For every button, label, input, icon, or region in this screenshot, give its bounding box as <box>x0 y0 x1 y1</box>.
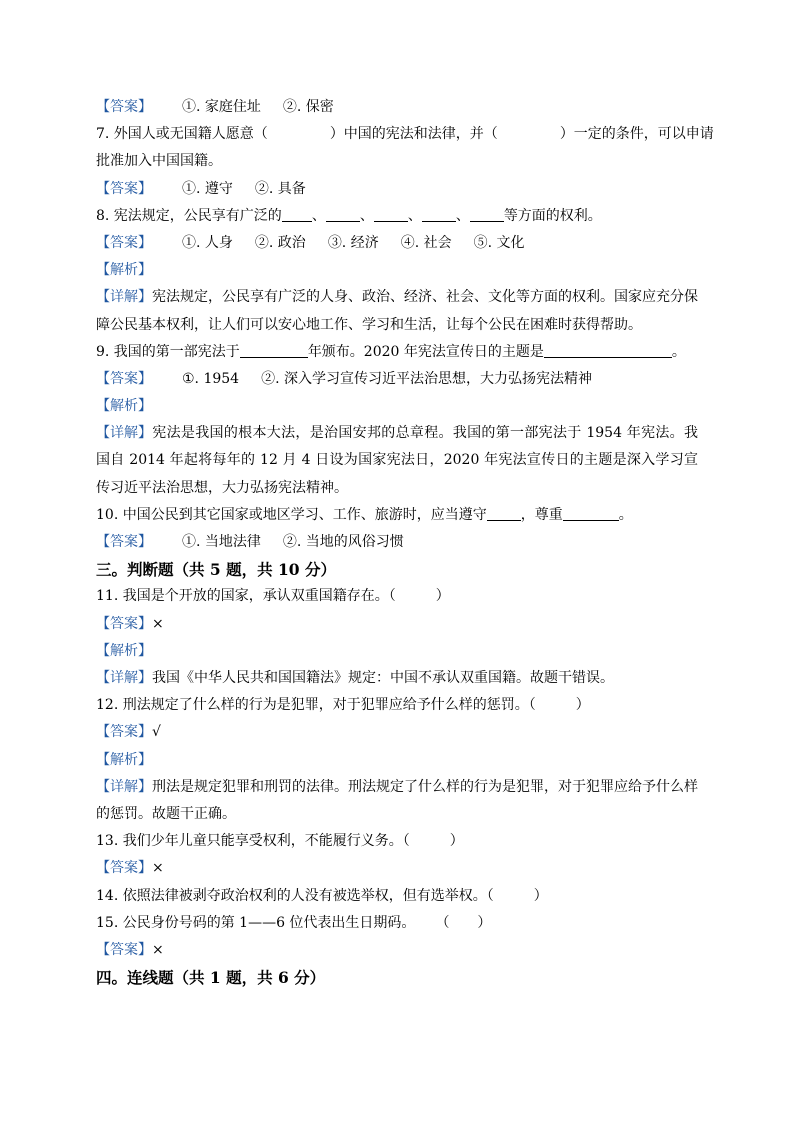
answer-option: ①. 人身 <box>182 234 233 251</box>
answer-label: 【答案】 <box>96 99 152 115</box>
q9-detail <box>96 420 698 502</box>
blank <box>374 207 408 222</box>
answer-option: ①. 遵守 <box>182 180 233 197</box>
answer-value: × <box>152 941 164 958</box>
q9-analysis-label: 【解析】 <box>96 398 152 415</box>
blank <box>563 506 619 521</box>
answer-option: ③. 经济 <box>327 234 379 251</box>
q13-question: 13. 我们少年儿童只能享受权利，不能履行义务。（ ） <box>96 833 464 850</box>
q7-question-cont: 批准加入中国国籍。 <box>96 153 222 170</box>
answer-label: 【答案】 <box>96 534 152 551</box>
answer-option: ②. 深入学习宣传习近平法治思想，大力弘扬宪法精神 <box>261 370 592 387</box>
detail-text: 我国《中华人民共和国国籍法》规定：中国不承认双重国籍。故题干错误。 <box>152 670 614 687</box>
answer-label: 【答案】 <box>96 941 152 958</box>
q10-question: 10. 中国公民到其它国家或地区学习、工作、旅游时，应当遵守 ，尊重 。 <box>96 506 633 523</box>
answer-option: ①. 家庭住址 <box>182 99 261 115</box>
detail-text: 宪法是我国的根本大法，是治国安邦的总章程。我国的第一部宪法于 1954 年宪法。我国自 2014 年起将每年的 12 月 4 日设为国家宪法日，2020 年宪法宣传日的主题是深入学习宣传习近平法治思想，大力弘扬宪法精神。 <box>96 425 698 496</box>
blank <box>326 207 360 222</box>
q7-question: 7. 外国人或无国籍人愿意（ ）中国的宪法和法律，并（ ）一定的条件，可以申请 <box>96 126 714 143</box>
q8-answer <box>96 230 698 257</box>
q7-answer <box>96 176 698 203</box>
q11-question: 11. 我国是个开放的国家，承认双重国籍存在。（ ） <box>96 588 450 605</box>
section-heading-matching: 四。连线题（共 1 题，共 6 分） <box>96 968 326 988</box>
answer-label: 【答案】 <box>96 370 152 387</box>
answer-option: ⑤. 文化 <box>473 234 525 251</box>
q11-detail <box>96 665 698 692</box>
q12-question: 12. 刑法规定了什么样的行为是犯罪，对于犯罪应给予什么样的惩罚。（ ） <box>96 697 590 714</box>
answer-option: ②. 具备 <box>254 180 306 197</box>
blank <box>422 207 456 222</box>
q13-answer <box>96 855 698 882</box>
detail-label: 【详解】 <box>96 778 152 795</box>
answer-label: 【答案】 <box>96 860 152 877</box>
q8-analysis-label: 【解析】 <box>96 262 152 279</box>
answer-label: 【答案】 <box>96 724 152 741</box>
q14-question: 14. 依照法律被剥夺政治权利的人没有被选举权，但有选举权。（ ） <box>96 887 548 904</box>
answer-option: ①. 1954 <box>182 370 240 387</box>
q9-answer <box>96 366 698 393</box>
blank <box>282 207 312 222</box>
detail-label: 【详解】 <box>96 425 152 442</box>
answer-label: 【答案】 <box>96 234 152 251</box>
answer-option: ②. 政治 <box>254 234 306 251</box>
answer-option: ②. 当地的风俗习惯 <box>282 534 404 551</box>
q12-answer <box>96 719 698 746</box>
detail-label: 【详解】 <box>96 670 152 687</box>
q11-analysis-label: 【解析】 <box>96 642 152 659</box>
answer-label: 【答案】 <box>96 180 152 197</box>
q15-answer <box>96 937 698 964</box>
section-heading-true-false: 三。判断题（共 5 题，共 10 分） <box>96 560 336 580</box>
answer-value: × <box>152 615 164 632</box>
blank <box>487 506 521 521</box>
q9-question: 9. 我国的第一部宪法于 年颁布。2020 年宪法宣传日的主题是 。 <box>96 343 686 360</box>
q8-detail <box>96 284 698 338</box>
detail-text: 刑法是规定犯罪和刑罚的法律。刑法规定了什么样的行为是犯罪，对于犯罪应给予什么样的惩罚。故题干正确。 <box>96 778 698 822</box>
answer-value: √ <box>152 724 161 741</box>
detail-label: 【详解】 <box>96 289 152 306</box>
q12-analysis-label: 【解析】 <box>96 751 152 768</box>
q8-question: 8. 宪法规定，公民享有广泛的 、 、 、 、 等方面的权利。 <box>96 207 602 224</box>
blank <box>240 343 308 358</box>
q15-question: 15. 公民身份号码的第 1——6 位代表出生日期码。 （ ） <box>96 914 492 931</box>
answer-option: ④. 社会 <box>400 234 452 251</box>
q10-answer <box>96 529 698 556</box>
answer-label: 【答案】 <box>96 615 152 632</box>
answer-option: ①. 当地法律 <box>182 534 261 551</box>
detail-text: 宪法规定，公民享有广泛的人身、政治、经济、社会、文化等方面的权利。国家应充分保障公民基本权利，让人们可以安心地工作、学习和生活，让每个公民在困难时获得帮助。 <box>96 289 698 333</box>
answer-value: × <box>152 860 164 877</box>
blank <box>470 207 504 222</box>
q6-answer <box>96 94 698 121</box>
q11-answer <box>96 611 698 638</box>
answer-option: ②. 保密 <box>282 99 334 115</box>
blank <box>544 343 672 358</box>
q12-detail <box>96 774 698 828</box>
